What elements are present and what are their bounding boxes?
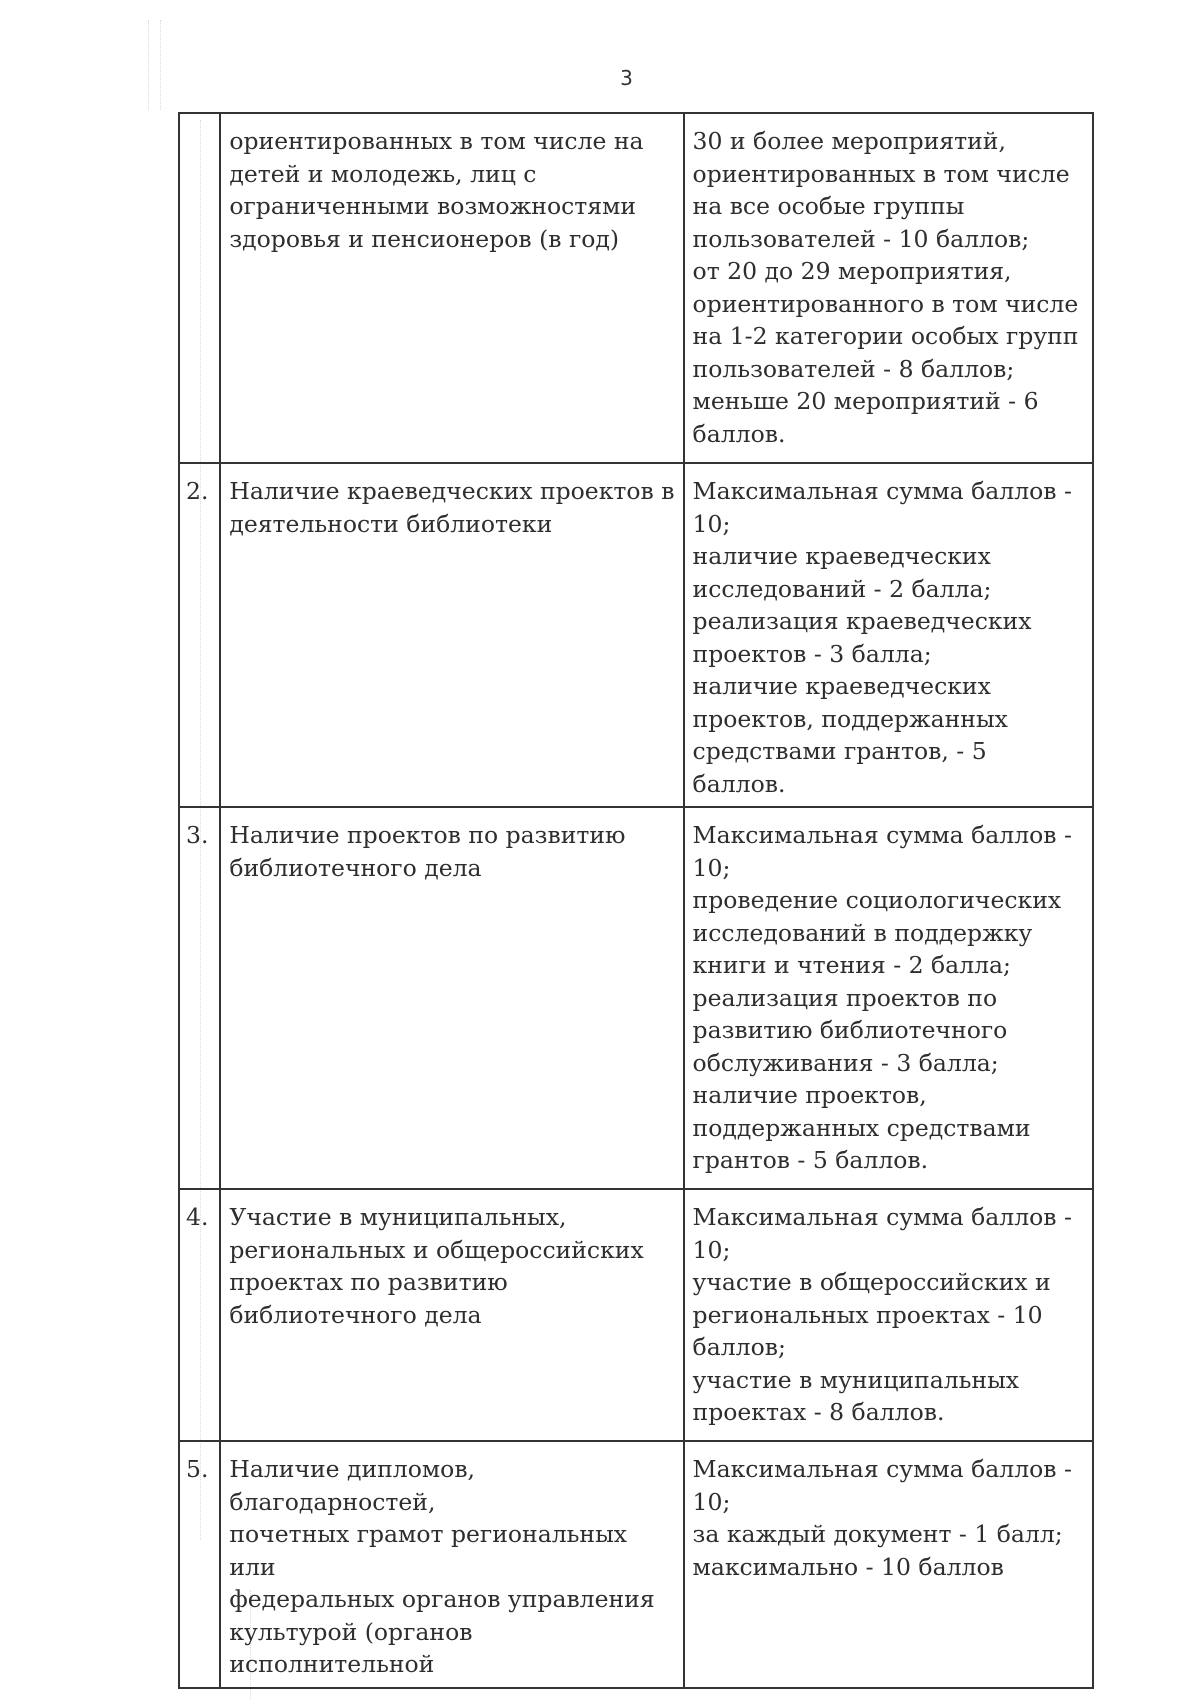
row-number-cell: 3.	[179, 807, 220, 1189]
score-line: книги и чтения - 2 балла;	[692, 951, 1011, 979]
criterion-line: детей и молодежь, лиц с	[229, 159, 537, 188]
score-line: проектов - 3 балла;	[692, 639, 932, 668]
criterion-cell	[220, 113, 683, 463]
score-line: исследований в поддержку	[692, 918, 1033, 947]
score-line: Максимальная сумма баллов -	[692, 1203, 1072, 1231]
score-line: от 20 до 29 мероприятия,	[692, 257, 1012, 285]
row-number-cell: 2.	[179, 463, 220, 807]
criterion-cell	[220, 807, 683, 1189]
criterion-line: Наличие краеведческих проектов в	[229, 477, 675, 505]
score-line: меньше 20 мероприятий - 6	[692, 387, 1039, 415]
criterion-line: проектах по развитию	[229, 1268, 508, 1296]
table-row	[179, 113, 1093, 463]
score-line: проектов, поддержанных	[692, 704, 1008, 733]
score-cell	[684, 463, 1093, 807]
score-line: за каждый документ - 1 балл;	[692, 1520, 1063, 1548]
score-line: баллов;	[692, 1333, 786, 1361]
score-line: грантов - 5 баллов.	[692, 1146, 929, 1174]
score-line: 10;	[692, 1487, 731, 1516]
score-line: Максимальная сумма баллов -	[692, 477, 1072, 505]
score-line: Максимальная сумма баллов -	[692, 1455, 1072, 1483]
score-line: участие в муниципальных	[692, 1365, 1020, 1394]
score-line: развитию библиотечного	[692, 1016, 1008, 1044]
score-line: на все особые группы	[692, 192, 965, 220]
criterion-line: деятельности библиотеки	[229, 509, 553, 538]
criterion-line: ограниченными возможностями	[229, 192, 637, 220]
criterion-line: Участие в муниципальных,	[229, 1203, 567, 1231]
score-cell	[684, 807, 1093, 1189]
criterion-line: библиотечного дела	[229, 853, 482, 882]
score-cell	[684, 1189, 1093, 1441]
score-line: 10;	[692, 509, 731, 538]
criterion-cell	[220, 1189, 683, 1441]
criteria-table	[178, 112, 1094, 1689]
criterion-line: ориентированных в том числе на	[229, 127, 644, 155]
page-number: 3	[620, 66, 633, 90]
score-line: поддержанных средствами	[692, 1113, 1031, 1142]
score-line: проектах - 8 баллов.	[692, 1398, 945, 1426]
score-line: наличие проектов,	[692, 1081, 927, 1109]
scan-artifact	[160, 20, 162, 110]
scan-artifact	[148, 20, 150, 110]
score-line: пользователей - 8 баллов;	[692, 354, 1015, 383]
score-line: 10;	[692, 853, 731, 882]
criterion-line: Наличие дипломов, благодарностей,	[229, 1455, 476, 1516]
score-cell	[684, 113, 1093, 463]
score-line: исследований - 2 балла;	[692, 574, 992, 603]
score-line: участие в общероссийских и	[692, 1268, 1051, 1296]
table-row	[179, 1441, 1093, 1688]
score-line: на 1-2 категории особых групп	[692, 322, 1079, 350]
score-line: Максимальная сумма баллов -	[692, 821, 1072, 849]
score-line: пользователей - 10 баллов;	[692, 224, 1030, 253]
score-line: 30 и более мероприятий,	[692, 127, 1006, 155]
score-line: 10;	[692, 1235, 731, 1264]
criterion-line: региональных и общероссийских	[229, 1235, 644, 1264]
score-line: наличие краеведческих	[692, 542, 991, 570]
score-line: региональных проектах - 10	[692, 1300, 1043, 1329]
table-row	[179, 463, 1093, 807]
table-body	[179, 113, 1093, 1688]
score-line: баллов.	[692, 419, 786, 448]
criterion-cell	[220, 463, 683, 807]
score-line: средствами грантов, - 5 баллов.	[692, 737, 987, 798]
criterion-line: Наличие проектов по развитию	[229, 821, 626, 849]
score-line: ориентированного в том числе	[692, 289, 1079, 318]
criterion-line: здоровья и пенсионеров (в год)	[229, 224, 620, 253]
criterion-cell	[220, 1441, 683, 1688]
criterion-line: культурой (органов исполнительной	[229, 1617, 473, 1678]
score-line: ориентированных в том числе	[692, 159, 1070, 188]
score-cell	[684, 1441, 1093, 1688]
score-line: проведение социологических	[692, 886, 1062, 914]
row-number-cell	[179, 113, 220, 463]
table-row	[179, 1189, 1093, 1441]
criterion-line: библиотечного дела	[229, 1300, 482, 1329]
score-line: реализация проектов по	[692, 983, 998, 1012]
score-line: обслуживания - 3 балла;	[692, 1048, 999, 1077]
table-row	[179, 807, 1093, 1189]
criterion-line: федеральных органов управления	[229, 1585, 655, 1613]
criterion-line: почетных грамот региональных или	[229, 1520, 628, 1581]
score-line: реализация краеведческих	[692, 607, 1032, 635]
score-line: наличие краеведческих	[692, 672, 991, 700]
row-number-cell: 4.	[179, 1189, 220, 1441]
score-line: максимально - 10 баллов	[692, 1552, 1004, 1581]
row-number-cell: 5.	[179, 1441, 220, 1688]
